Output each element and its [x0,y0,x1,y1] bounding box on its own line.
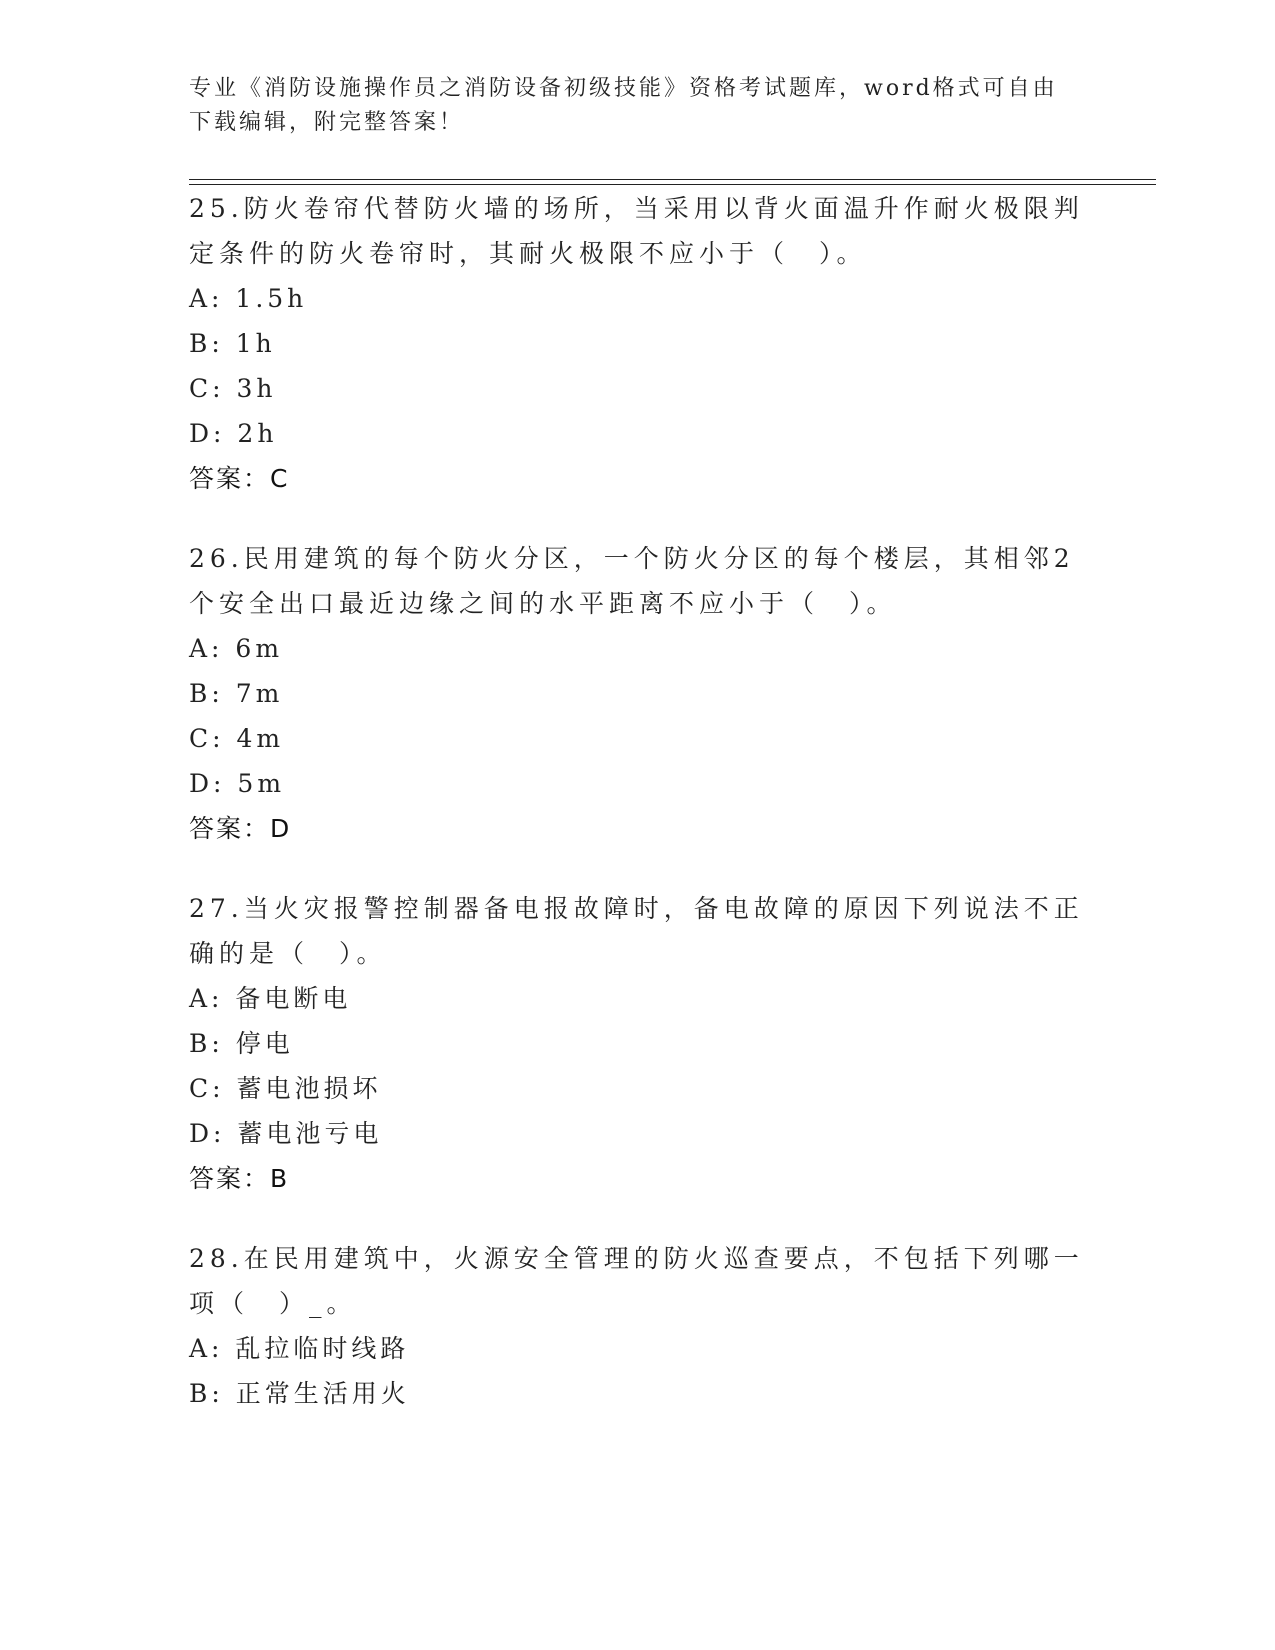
answer-line: 答案：B [189,1164,290,1193]
header-divider-top [189,179,1156,180]
option-c: C: 3h [189,374,277,403]
question-list [189,186,1089,1451]
question-stem: 28.在民用建筑中，火源安全管理的防火巡查要点，不包括下列哪一项（ ）_。 [189,1244,1084,1318]
option-d: D: 2h [189,419,278,448]
option-c: C: 4m [189,724,285,753]
question-25 [189,186,1089,501]
option-b: B: 7m [189,679,284,708]
option-d: D: 蓄电池亏电 [189,1119,383,1148]
option-a: A: 6m [189,634,284,663]
option-d: D: 5m [189,769,286,798]
option-a: A: 备电断电 [189,984,352,1013]
document-header: 专业《消防设施操作员之消防设备初级技能》资格考试题库，word格式可自由下载编辑，附完整答案！ [189,76,1058,135]
question-stem: 27.当火灾报警控制器备电报故障时，备电故障的原因下列说法不正确的是（ ）。 [189,894,1084,968]
question-stem: 26.民用建筑的每个防火分区，一个防火分区的每个楼层，其相邻2个安全出口最近边缘之间的水平距离不应小于（ ）。 [189,544,1075,618]
question-stem: 25.防火卷帘代替防火墙的场所，当采用以背火面温升作耐火极限判定条件的防火卷帘时，其耐火极限不应小于（ ）。 [189,194,1084,268]
option-b: B: 1h [189,329,276,358]
question-28 [189,1236,1089,1416]
question-27 [189,886,1089,1201]
answer-line: 答案：D [189,814,292,843]
option-a: A: 1.5h [189,284,308,313]
option-c: C: 蓄电池损坏 [189,1074,382,1103]
option-b: B: 正常生活用火 [189,1379,410,1408]
answer-line: 答案：C [189,464,290,493]
option-a: A: 乱拉临时线路 [189,1334,410,1363]
option-b: B: 停电 [189,1029,294,1058]
question-26 [189,536,1089,851]
header-divider-bottom [189,184,1156,185]
